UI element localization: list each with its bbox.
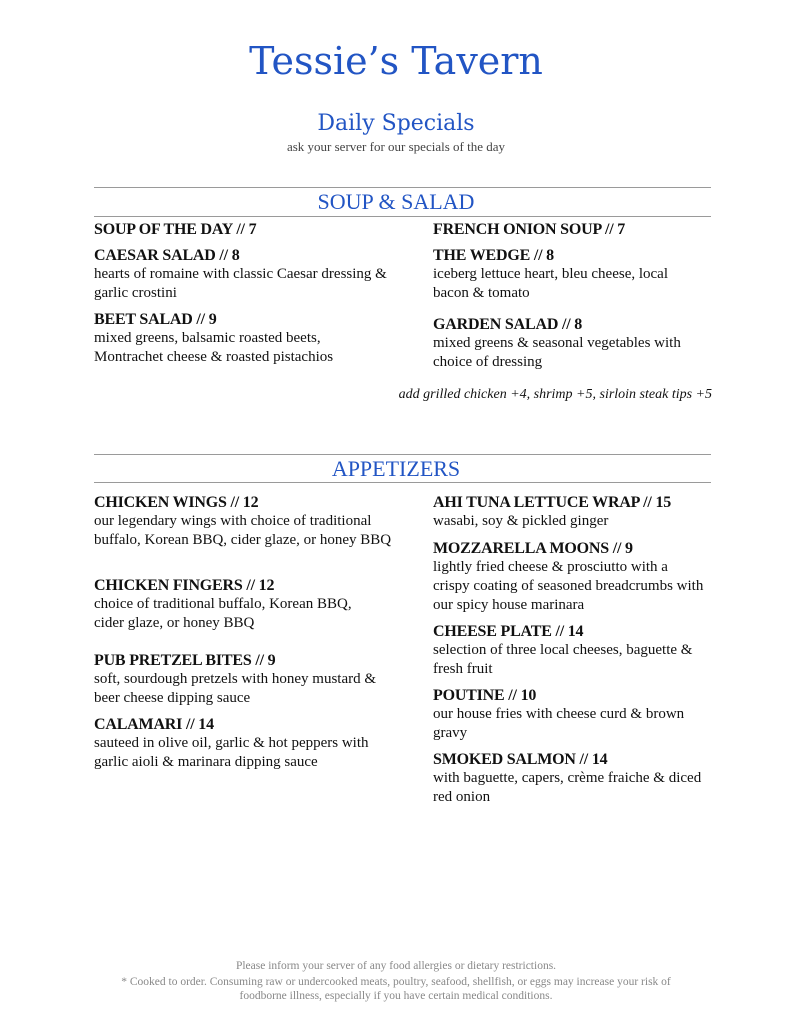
menu-item-the-wedge xyxy=(433,246,703,303)
consumption-warning: * Cooked to order. Consuming raw or undercooked meats, poultry, seafood, shellfish, or eggs may increase your risk of foodborne illness, especially if you have certain medical conditions. xyxy=(121,976,671,1002)
menu-item-description: hearts of romaine with classic Caesar dressing & garlic crostini xyxy=(94,266,387,301)
salad-addon-note: add grilled chicken +4, shrimp +5, sirloin steak tips +5 xyxy=(398,387,712,402)
section-divider-bottom xyxy=(94,216,711,217)
menu-item-title: MOZZARELLA MOONS // 9 xyxy=(433,540,633,557)
soup-salad-heading: SOUP & SALAD xyxy=(317,189,475,214)
menu-item-title: POUTINE // 10 xyxy=(433,687,537,704)
menu-item-smoked-salmon xyxy=(433,750,703,807)
menu-item-description: mixed greens & seasonal vegetables with choice of dressing xyxy=(433,335,681,370)
menu-item-title: CHICKEN WINGS // 12 xyxy=(94,494,259,511)
menu-item-poutine xyxy=(433,686,718,743)
menu-item-pub-pretzel-bites xyxy=(94,651,394,708)
menu-item-description: wasabi, soy & pickled ginger xyxy=(433,513,609,529)
daily-specials-title: Daily Specials xyxy=(317,111,475,136)
restaurant-title: Tessie’s Tavern xyxy=(249,39,543,83)
menu-item-title: GARDEN SALAD // 8 xyxy=(433,316,583,333)
menu-item-title: SMOKED SALMON // 14 xyxy=(433,751,608,768)
menu-item-title: BEET SALAD // 9 xyxy=(94,311,217,328)
menu-item-title: CALAMARI // 14 xyxy=(94,716,214,733)
menu-item-title: CHEESE PLATE // 14 xyxy=(433,623,584,640)
menu-item-calamari xyxy=(94,715,394,772)
menu-item-caesar-salad xyxy=(94,246,394,303)
menu-item-mozzarella-moons xyxy=(433,539,708,615)
menu-item-title: FRENCH ONION SOUP // 7 xyxy=(433,221,626,238)
menu-item-ahi-tuna-lettuce-wrap xyxy=(433,493,713,531)
menu-item-soup-of-the-day xyxy=(94,220,394,239)
menu-item-title: AHI TUNA LETTUCE WRAP // 15 xyxy=(433,494,672,511)
menu-item-chicken-fingers xyxy=(94,576,384,633)
menu-item-french-onion-soup xyxy=(433,220,733,239)
menu-item-description: our legendary wings with choice of traditional buffalo, Korean BBQ, cider glaze, or honey BBQ xyxy=(94,513,392,548)
menu-item-beet-salad xyxy=(94,310,364,367)
menu-item-description: choice of traditional buffalo, Korean BBQ, cider glaze, or honey BBQ xyxy=(94,596,352,631)
menu-item-description: selection of three local cheeses, baguette & fresh fruit xyxy=(433,642,693,677)
menu-item-title: PUB PRETZEL BITES // 9 xyxy=(94,652,276,669)
section-divider-bottom xyxy=(94,482,711,483)
menu-item-title: CAESAR SALAD // 8 xyxy=(94,247,240,264)
section-divider-top xyxy=(94,454,711,455)
menu-item-title: THE WEDGE // 8 xyxy=(433,247,554,264)
menu-item-title: SOUP OF THE DAY // 7 xyxy=(94,221,257,238)
menu-item-title: CHICKEN FINGERS // 12 xyxy=(94,577,275,594)
menu-item-garden-salad xyxy=(433,315,708,372)
menu-item-description: sauteed in olive oil, garlic & hot peppers with garlic aioli & marinara dipping sauce xyxy=(94,735,369,770)
menu-item-description: our house fries with cheese curd & brown gravy xyxy=(433,706,685,741)
menu-item-description: with baguette, capers, crème fraiche & diced red onion xyxy=(433,770,702,805)
menu-item-description: iceberg lettuce heart, bleu cheese, local bacon & tomato xyxy=(433,266,669,301)
section-divider-top xyxy=(94,187,711,188)
allergy-notice: Please inform your server of any food allergies or dietary restrictions. xyxy=(235,960,557,972)
menu-item-description: mixed greens, balsamic roasted beets, Montrachet cheese & roasted pistachios xyxy=(94,330,334,365)
menu-item-description: lightly fried cheese & prosciutto with a crispy coating of seasoned breadcrumbs with our spicy house marinara xyxy=(433,559,704,613)
daily-specials-note: ask your server for our specials of the day xyxy=(286,139,506,154)
appetizers-heading: APPETIZERS xyxy=(331,456,461,481)
menu-item-cheese-plate xyxy=(433,622,708,679)
menu-item-description: soft, sourdough pretzels with honey mustard & beer cheese dipping sauce xyxy=(94,671,377,706)
menu-item-chicken-wings xyxy=(94,493,394,550)
